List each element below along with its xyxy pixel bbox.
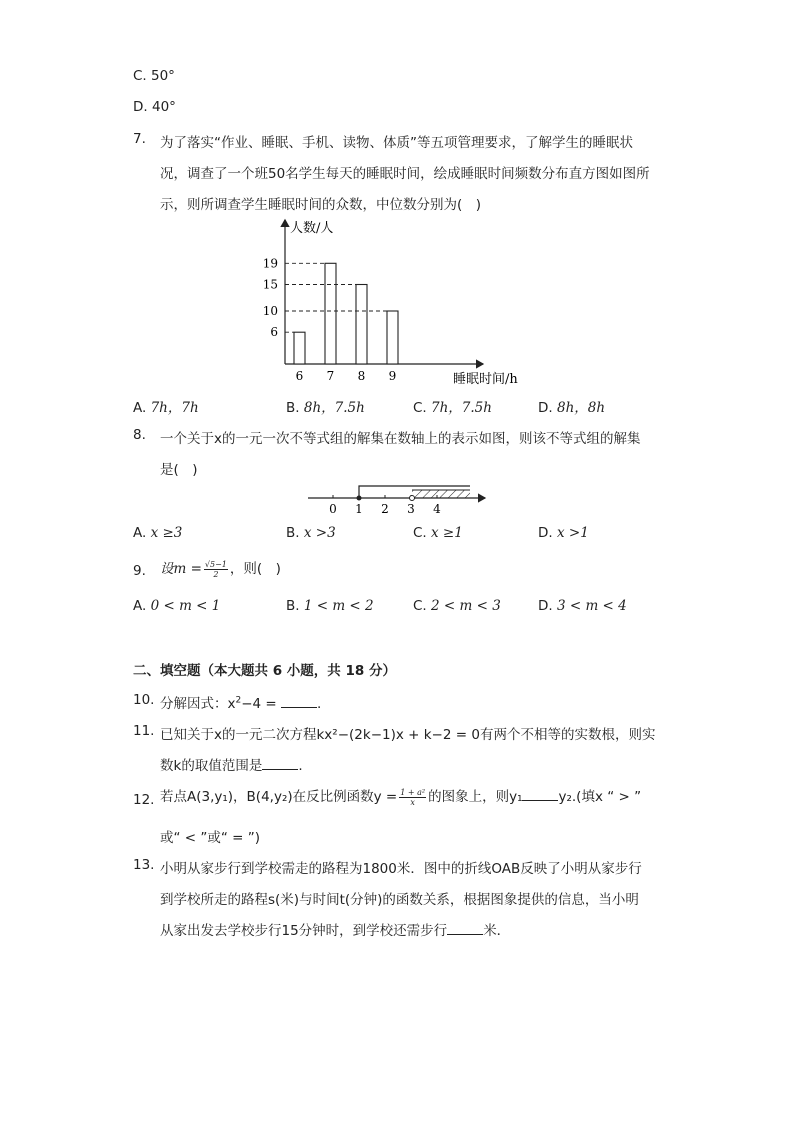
y-axis-label: 人数/人 bbox=[290, 221, 334, 236]
q13-number: 13. bbox=[133, 857, 155, 873]
q13-line1: 小明从家步行到学校需走的路程为1800米．图中的折线OAB反映了小明从家步行 bbox=[160, 861, 642, 877]
q11-line2: 数k的取值范围是 . bbox=[160, 758, 303, 774]
y-tick-label-6: 6 bbox=[270, 325, 278, 340]
q12-answer-blank[interactable] bbox=[522, 788, 558, 801]
q8-option-c: C. x ≥1 bbox=[413, 525, 463, 541]
q7-line2: 况，调查了一个班50名学生每天的睡眠时间，绘成睡眠时间频数分布直方图如图所 bbox=[160, 166, 650, 182]
q12-line2: 或“ < ”或“ = ”) bbox=[160, 830, 261, 846]
solid-dot-at-1 bbox=[357, 496, 362, 501]
number-line bbox=[300, 476, 500, 518]
q9-stem: 设m = $\frac{√5-1}{2}$ ，则( ) bbox=[160, 559, 281, 579]
q7-line3: 示，则所调查学生睡眠时间的众数，中位数分别为( ) bbox=[160, 197, 482, 213]
q7-option-c: C. 7h，7.5h bbox=[413, 400, 492, 416]
q9-option-b: B. 1 < m < 2 bbox=[286, 598, 374, 614]
x-tick-label-8: 8 bbox=[357, 369, 366, 383]
prev-option-c: C. 50° bbox=[133, 68, 175, 84]
q8-option-d: D. x >1 bbox=[538, 525, 589, 541]
q11-line1: 已知关于x的一元二次方程kx²−(2k−1)x + k−2 = 0有两个不相等的实数根，则实 bbox=[160, 727, 656, 743]
bar-6 bbox=[294, 332, 305, 364]
q7-number: 7. bbox=[133, 131, 146, 147]
q7-line1: 为了落实“作业、睡眠、手机、读物、体质”等五项管理要求，了解学生的睡眠状 bbox=[160, 135, 633, 151]
q9-option-c: C. 2 < m < 3 bbox=[413, 598, 501, 614]
y-tick-label-10: 10 bbox=[262, 304, 278, 318]
q11-number: 11. bbox=[133, 723, 155, 739]
bar-7 bbox=[325, 263, 336, 364]
q9-option-d: D. 3 < m < 4 bbox=[538, 598, 627, 614]
q11-answer-blank[interactable] bbox=[262, 757, 298, 770]
prev-option-d: D. 40° bbox=[133, 99, 176, 115]
q13-line2: 到学校所走的路程s(米)与时间t(分钟)的函数关系，根据图象提供的信息，当小明 bbox=[160, 892, 639, 908]
x-axis-label: 睡眠时间/h bbox=[453, 372, 518, 387]
x-tick-label-7: 7 bbox=[326, 369, 335, 383]
q8-option-b: B. x >3 bbox=[286, 525, 336, 541]
number-line-label-1: 1 bbox=[355, 502, 363, 516]
q7-option-d: D. 8h，8h bbox=[538, 400, 606, 416]
hatched-region-from-3 bbox=[412, 490, 470, 498]
q13-answer-blank[interactable] bbox=[447, 922, 483, 935]
q9-option-a: A. 0 < m < 1 bbox=[133, 598, 221, 614]
q10-stem: 分解因式：$x^2-4$ = . bbox=[160, 695, 322, 712]
sleep-histogram bbox=[250, 212, 540, 390]
q7-option-b: B. 8h，7.5h bbox=[286, 400, 365, 416]
x-tick-label-6: 6 bbox=[295, 369, 304, 383]
number-line-label-2: 2 bbox=[381, 502, 389, 516]
q8-line2: 是( ) bbox=[160, 462, 198, 478]
q12-number: 12. bbox=[133, 792, 155, 808]
y-tick-label-15: 15 bbox=[262, 277, 278, 292]
number-line-label-4: 4 bbox=[433, 502, 441, 516]
section-title: 二、填空题（本大题共 6 小题，共 18 分） bbox=[133, 663, 396, 679]
bar-9 bbox=[387, 311, 398, 364]
q12-line1: 若点A(3,y₁)，B(4,y₂)在反比例函数y = $\frac{\text{1 + a²}}{x}$ 的图象上，则y₁ y₂.(填x “ > ” bbox=[160, 787, 642, 807]
q9-number: 9. bbox=[133, 563, 146, 579]
y-tick-label-19: 19 bbox=[262, 256, 278, 271]
number-line-label-0: 0 bbox=[329, 502, 337, 516]
q8-number: 8. bbox=[133, 427, 146, 443]
open-dot-at-3 bbox=[410, 496, 415, 501]
q7-option-a: A. 7h，7h bbox=[133, 400, 199, 416]
q10-answer-blank[interactable] bbox=[281, 695, 317, 708]
bar-8 bbox=[356, 285, 367, 365]
q8-line1: 一个关于x的一元一次不等式组的解集在数轴上的表示如图，则该不等式组的解集 bbox=[160, 431, 641, 447]
q13-line3: 从家出发去学校步行15分钟时，到学校还需步行 米． bbox=[160, 923, 511, 939]
number-line-label-3: 3 bbox=[407, 502, 415, 516]
x-tick-label-9: 9 bbox=[388, 369, 397, 383]
q10-number: 10. bbox=[133, 692, 155, 708]
q8-option-a: A. x ≥3 bbox=[133, 525, 183, 541]
